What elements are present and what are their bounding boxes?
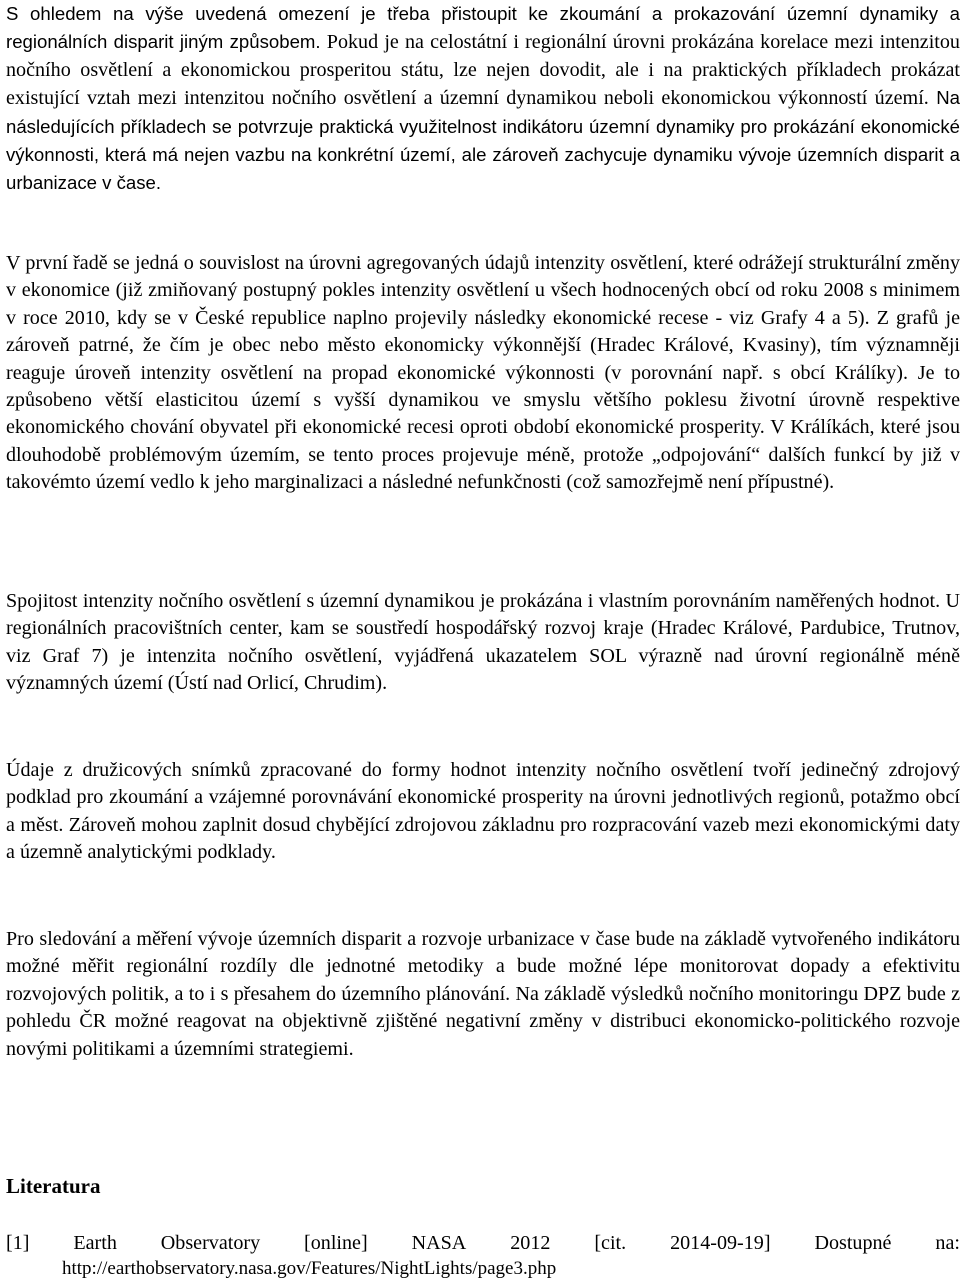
reference-word: Dostupné xyxy=(814,1232,892,1254)
reference-word: 2014-09-19] xyxy=(670,1232,771,1254)
reference-word: NASA xyxy=(411,1232,467,1254)
reference-word: [cit. xyxy=(594,1232,627,1254)
paragraph-1-sans-text: S ohledem na výše uvedená omezení je třeba přistoupit ke zkoumání a prokazování územní dynamiky a regionálních disparit jiným způsobem. xyxy=(6,3,960,53)
reference-url-link[interactable]: http://earthobservatory.nasa.gov/Features/NightLights/page3.php xyxy=(62,1258,557,1279)
reference-item xyxy=(6,1230,960,1282)
paragraph-1 xyxy=(6,0,960,198)
reference-word: Earth xyxy=(73,1232,117,1254)
paragraph-3: Spojitost intenzity nočního osvětlení s územní dynamikou je prokázána i vlastním porovnáním naměřených hodnot. U regionálních pracovištních center, kam se soustředí hospodářský rozvoj kraje (Hradec Králové, Pardubice, Trutnov, viz Graf 7) je intenzita nočního osvětlení, vyjádřená ukazatelem SOL výrazně nad úrovní regionálně méně významných území (Ústí nad Orlicí, Chrudim). xyxy=(6,590,960,695)
reference-word: 2012 xyxy=(510,1232,551,1254)
references-heading: Literatura xyxy=(6,1174,101,1198)
reference-citation xyxy=(6,1230,960,1256)
paragraph-1-sans-text-2: Na následujících příkladech se potvrzuje praktická využitelnost indikátoru územní dynamiky pro prokázání ekonomické výkonnosti, která má nejen vazbu na konkrétní území, ale zároveň zachycuje dynamiku vývoje územních disparit a urbanizace v čase. xyxy=(6,87,960,194)
reference-word: Observatory xyxy=(160,1232,261,1254)
paragraph-4: Údaje z družicových snímků zpracované do formy hodnot intenzity nočního osvětlení tvoří jedinečný zdrojový podklad pro zkoumání a vzájemné porovnávání ekonomické prosperity na úrovni jednotlivých regionů, potažmo obcí a měst. Zároveň mohou zaplnit dosud chybějící zdrojovou základnu pro rozpracování vazeb mezi ekonomickými daty a územně analytickými podklady. xyxy=(6,759,960,864)
reference-word: na: xyxy=(935,1232,960,1254)
paragraph-5: Pro sledování a měření vývoje územních disparit a rozvoje urbanizace v čase bude na základě vytvořeného indikátoru možné měřit regionální rozdíly dle jednotné metodiky a bude možné lépe monitorovat dopady a efektivitu rozvojových politik, a to i s přesahem do územního plánování. Na základě výsledků nočního monitoringu DPZ bude z pohledu ČR možné reagovat na objektivně zjištěné negativní změny v distribuci ekonomicko-politického rozvoje novými politikami a územními strategiemi. xyxy=(6,928,960,1060)
paragraph-1-serif-text: Pokud je na celostátní i regionální úrovni prokázána korelace mezi intenzitou nočního osvětlení a ekonomickou prosperitou státu, lze nejen dovodit, ale i na praktických příkladech prokázat existující vztah mezi intenzitou nočního osvětlení a územní dynamikou neboli ekonomickou výkonností území. xyxy=(6,31,960,110)
reference-word: [online] xyxy=(304,1232,368,1254)
reference-number: [1] xyxy=(6,1232,30,1254)
paragraph-2: V první řadě se jedná o souvislost na úrovni agregovaných údajů intenzity osvětlení, které odrážejí strukturální změny v ekonomice (již zmiňovaný postupný pokles intenzity osvětlení u všech hodnocených obcí od roku 2008 s minimem v roce 2010, kdy se v České republice naplno projevily následky ekonomické recese - viz Grafy 4 a 5). Z grafů je zároveň patrné, že čím je obec nebo město ekonomicky výkonnější (Hradec Králové, Kvasiny), tím významněji reaguje úroveň intenzity osvětlení na propad ekonomické výkonnosti (v porovnání např. s obcí Králíky). Je to způsobeno větší elasticitou území s vyšší dynamikou ve smyslu většího poklesu životní úrovně respektive ekonomického chování obyvatel při ekonomické recesi oproti období ekonomické prosperity. V Králíkách, které jsou dlouhodobě problémovým územím, se tento proces projevuje méně, protože „odpojování“ dalších funkcí by již v takovémto území vedlo k jeho marginalizaci a následné nefunkčnosti (což samozřejmě není přípustné). xyxy=(6,252,960,494)
